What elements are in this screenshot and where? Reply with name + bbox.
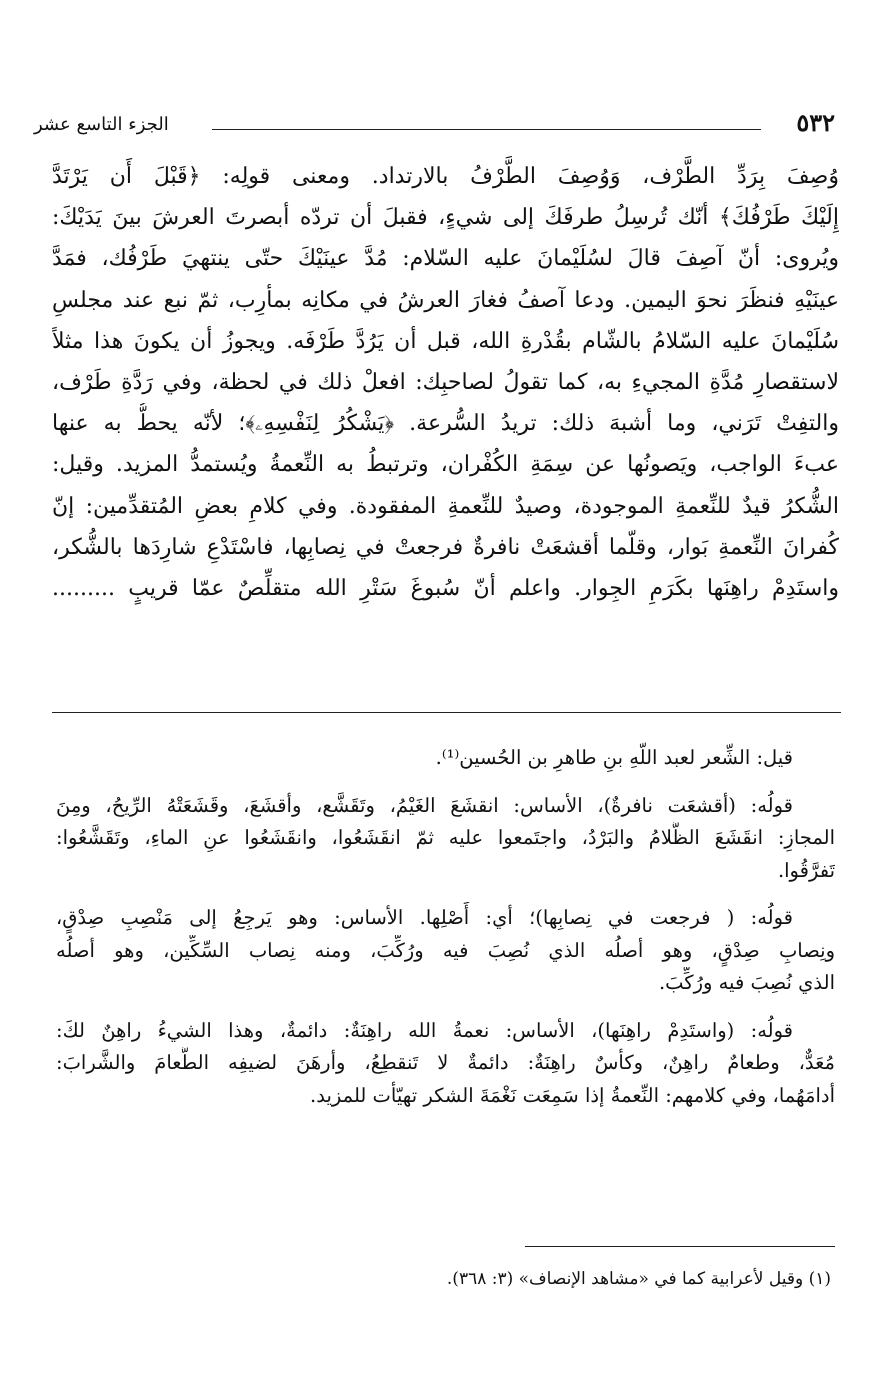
running-header: [34, 108, 835, 144]
main-line: ويُروى: أنّ آصِفَ قالَ لسُلَيْمانَ عليه السّلام: مُدَّ عينَيْكَ حتّى ينتهيَ طَرْفُك، فمَدَّ: [52, 246, 839, 272]
commentary-line: المجازِ: انقَشَعَ الظَّلامُ والبَرْدُ، واجتَمعوا عليه ثمّ انقَشَعُوا، وانقَشَعُوا عنِ الماءِ، وتَقَشَّعُوا:: [56, 826, 835, 849]
main-line: عبءَ الواجب، ويَصونُها عن سِمَةِ الكُفْران، وترتبطُ به النِّعمةُ ويُستمدُّ المزيد. وقيل:: [52, 452, 839, 478]
main-line: إِلَيْكَ طَرْفُكَ﴾ أنّك تُرسِلُ طرفَكَ إلى شيءٍ، فقبلَ أن تردّه أبصرتَ العرشَ بينَ يَدَيْكَ:: [52, 205, 839, 231]
commentary-line: قولُه: (واستَدِمْ راهِنَها)، الأساس: نعمةُ الله راهِنَةٌ: دائمةٌ، وهذا الشيءُ راهِنٌ لكَ:: [56, 1018, 793, 1042]
commentary-block: [56, 742, 835, 1127]
footnote-rule: [525, 1246, 835, 1247]
commentary-line: قولُه: (أقشعَت نافرةٌ)، الأساس: انقشَعَ الغَيْمُ، وتَقَشَّع، وأقشَعَ، وقَشَعَتْهُ الرِّيحُ، ومِنَ: [56, 793, 793, 817]
commentary-paragraph: [56, 902, 835, 1000]
header-rule: [212, 129, 761, 130]
main-line: واستَدِمْ راهِنَها بكَرَمِ الجِوار. واعلم أنّ سُبوغَ سَتْرِ الله متقلِّصٌ عمّا قريبٍ .........: [52, 576, 839, 602]
page-number: ٥٣٢: [796, 108, 835, 137]
part-title: الجزء التاسع عشر: [34, 114, 169, 135]
commentary-paragraph: [56, 1015, 835, 1113]
main-line: عينَيْهِ فنظَرَ نحوَ اليمين. ودعا آصفُ فغارَ العرشُ في مكانِه بمأرِب، ثمّ نبع عند مجلسِ: [52, 287, 839, 313]
commentary-paragraph: [56, 742, 835, 775]
main-line: والتفِتْ تَرَني، وما أشبهَ ذلك: تريدُ السُّرعة. ﴿يَشْكُرُ لِنَفْسِهِۦ﴾؛ لأنّه يحطُّ به عنها: [52, 411, 839, 437]
main-line: الشُّكرُ قيدٌ للنِّعمةِ الموجودة، وصيدٌ للنِّعمةِ المفقودة. وفي كلامِ بعضِ المُتقدِّمين: إنّ: [52, 493, 839, 519]
commentary-paragraph: [56, 790, 835, 888]
main-line: كُفرانَ النِّعمةِ بَوار، وقلّما أقشعَتْ نافرةٌ فرجعتْ في نِصابِها، فاسْتَدْعِ شارِدَها بالشُّكر،: [52, 534, 839, 560]
commentary-line: الذي نُصِبَ فيه ورُكِّبَ.: [658, 971, 835, 994]
commentary-line: مُعَدٌّ، وطعامٌ راهِنٌ، وكأسٌ راهِنَةٌ: دائمةٌ لا تَنقطِعُ، وأرهَنَ لضيفِه الطَّعامَ والشَّرابَ:: [56, 1051, 835, 1074]
main-line: لاستقصارِ مُدَّةِ المجيءِ به، كما تقولُ لصاحبِك: افعلْ ذلك في لحظة، وفي رَدَّةِ طَرْف،: [52, 370, 839, 396]
section-divider: [52, 712, 841, 713]
commentary-line: ونِصابِ صِدْقٍ، وهو أصلُه الذي نُصِبَ فيه ورُكِّبَ، ومنه نِصاب السِّكِّين، وهو أصلُه: [56, 938, 835, 962]
commentary-line: تَفرَّقُوا.: [777, 858, 835, 882]
commentary-line: قولُه: ( فرجعت في نِصابِها)؛ أي: أَصْلِها. الأساس: وهو يَرجِعُ إلى مَنْصِبِ صِدْقٍ،: [56, 906, 793, 929]
main-line: سُلَيْمانَ عليه السّلامُ بالشّام بقُدْرةِ الله، قبل أن يَرُدَّ طَرْفَه. ويجوزُ أن يكونَ هذا مثلاً: [52, 328, 839, 354]
main-line: وُصِفَ بِرَدِّ الطَّرْف، وَوُصِفَ الطَّرْفُ بالارتداد. ومعنى قولِه: ﴿قَبْلَ أَن يَرْتَدَّ: [52, 164, 839, 189]
commentary-line: قيل: الشِّعر لعبد اللّهِ بنِ طاهرِ بن الحُسين⁽¹⁾.: [435, 746, 793, 769]
commentary-line: أدامَهُما، وفي كلامهم: النِّعمةُ إذا سَمِعَت نَغْمَةَ الشكر تهيّأت للمزيد.: [310, 1083, 835, 1107]
main-text-block: [52, 156, 839, 609]
footnote: (١) وقيل لأعرابية كما في «مشاهد الإنصاف» (٣: ٣٦٨).: [446, 1269, 831, 1289]
